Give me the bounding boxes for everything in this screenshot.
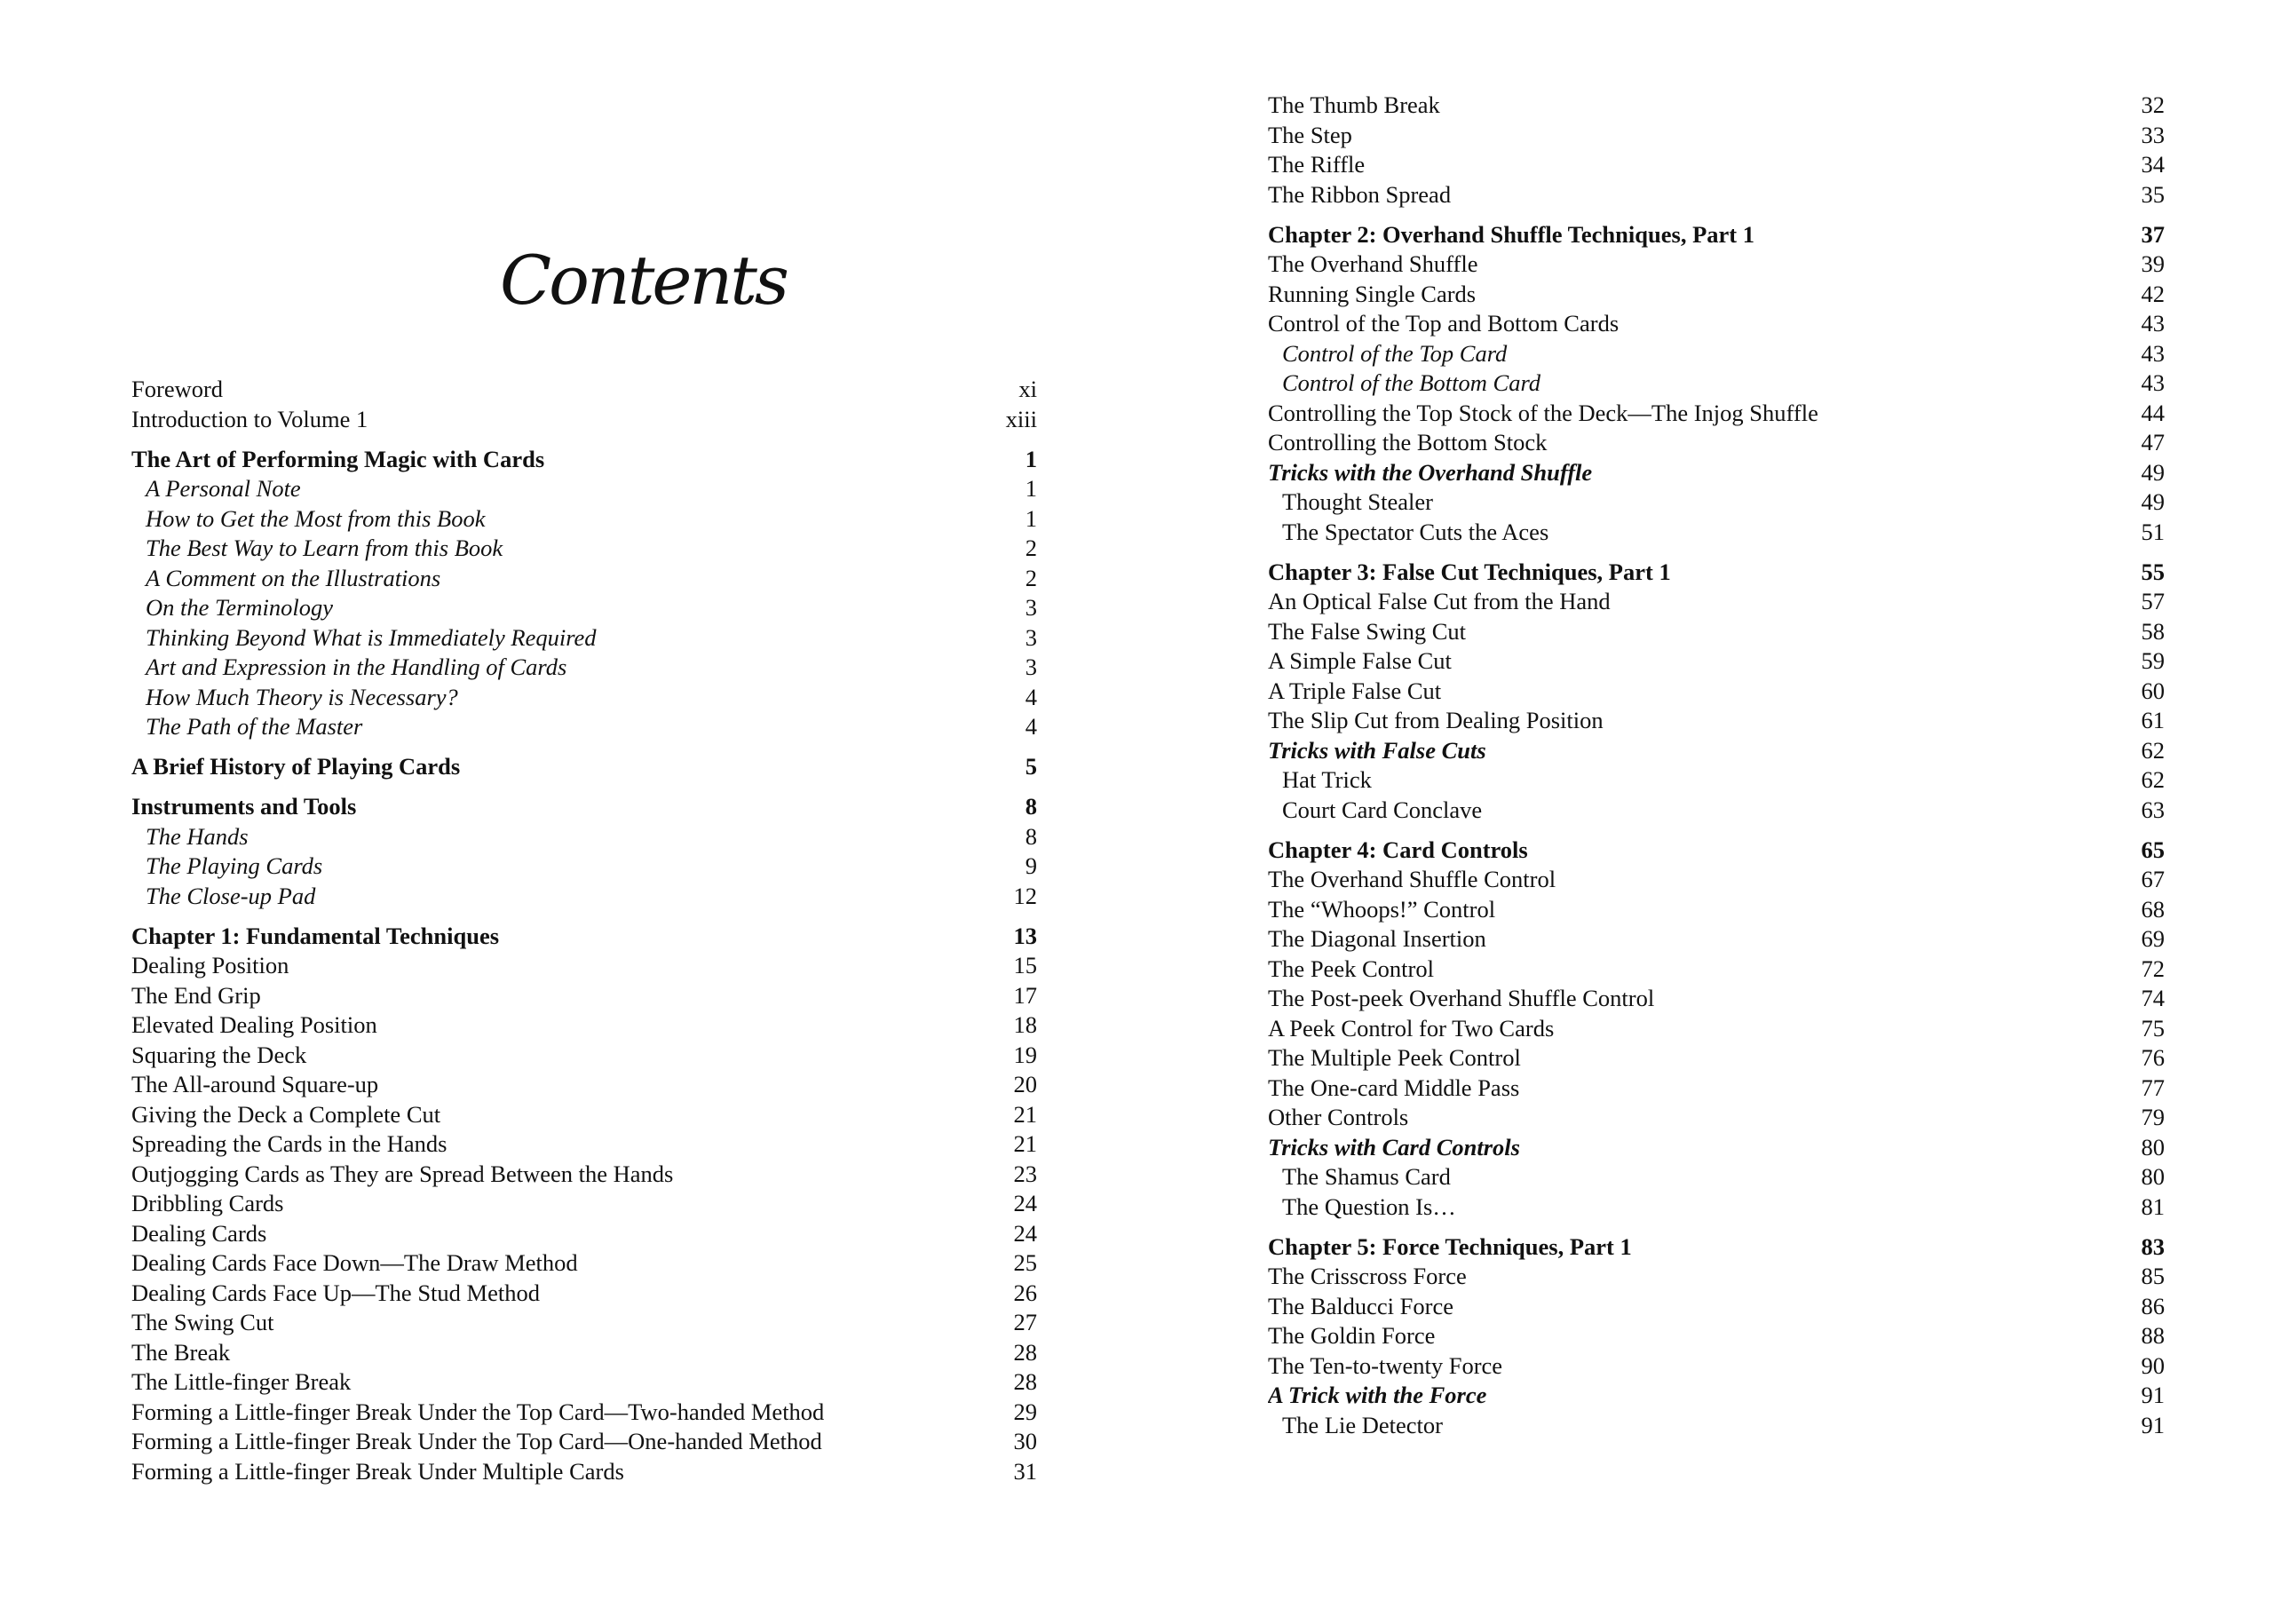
toc-entry-title: Chapter 2: Overhand Shuffle Techniques, Part 1 xyxy=(1268,220,1754,248)
toc-entry-page-number: 8 xyxy=(1025,793,1037,820)
toc-entry-title: The Overhand Shuffle xyxy=(1268,250,1478,277)
toc-subentry[interactable] xyxy=(1268,487,2165,518)
toc-entry-title: Thinking Beyond What is Immediately Required xyxy=(146,623,597,651)
toc-entry[interactable] xyxy=(131,1367,1037,1398)
toc-entry-page-number: 26 xyxy=(1013,1279,1037,1306)
toc-entry-title: The Hands xyxy=(146,822,249,850)
toc-entry-title: Art and Expression in the Handling of Cards xyxy=(146,654,567,680)
toc-entry-page-number: 19 xyxy=(1013,1041,1037,1068)
toc-entry-page-number: 44 xyxy=(2141,399,2165,426)
toc-entry-title: The Ribbon Spread xyxy=(1268,180,1452,208)
toc-entry[interactable] xyxy=(1268,706,2165,736)
toc-entry-title: Foreword xyxy=(131,376,224,402)
toc-entry-title: The False Swing Cut xyxy=(1268,617,1467,645)
toc-entry[interactable] xyxy=(131,1010,1037,1041)
toc-entry-title: The Step xyxy=(1268,121,1352,148)
toc-entry-title: Hat Trick xyxy=(1282,766,1372,793)
toc-entry-title: Forming a Little-finger Break Under the Top Card—Two-handed Method xyxy=(131,1398,825,1425)
toc-entry-page-number: 31 xyxy=(1013,1457,1037,1485)
toc-entry-page-number: 60 xyxy=(2141,677,2165,704)
right-page xyxy=(1268,0,2165,1624)
toc-entry-title: The Goldin Force xyxy=(1268,1322,1436,1349)
toc-entry-page-number: 62 xyxy=(2141,736,2165,764)
toc-heading[interactable] xyxy=(131,752,1037,782)
toc-entry-page-number: 62 xyxy=(2141,766,2165,793)
toc-heading[interactable] xyxy=(1268,836,2165,866)
toc-entry-title: The Thumb Break xyxy=(1268,91,1440,118)
toc-entry-title: Controlling the Top Stock of the Deck—The Injog Shuffle xyxy=(1268,399,1818,426)
toc-entry[interactable] xyxy=(1268,895,2165,925)
toc-subentry[interactable] xyxy=(131,474,1037,504)
toc-entry-page-number: 77 xyxy=(2141,1073,2165,1101)
toc-entry-page-number: xi xyxy=(1018,376,1037,402)
toc-entry-title: How Much Theory is Necessary? xyxy=(146,683,458,710)
toc-entry-title: The Slip Cut from Dealing Position xyxy=(1268,707,1604,733)
toc-entry-page-number: 79 xyxy=(2141,1104,2165,1130)
toc-entry-title: Forming a Little-finger Break Under the Top Card—One-handed Method xyxy=(131,1428,822,1454)
toc-entry-page-number: 35 xyxy=(2141,180,2165,208)
toc-entry-title: The Path of the Master xyxy=(146,713,363,740)
toc-entry[interactable] xyxy=(131,1219,1037,1249)
toc-entry-title: Dealing Cards Face Down—The Draw Method xyxy=(131,1249,578,1276)
toc-entry[interactable] xyxy=(1268,250,2165,280)
toc-entry-page-number: 1 xyxy=(1025,475,1037,502)
toc-entry-page-number: 39 xyxy=(2141,250,2165,277)
toc-entry-page-number: xiii xyxy=(1005,405,1037,432)
toc-entry-title: Dealing Position xyxy=(131,952,289,978)
toc-entry[interactable] xyxy=(131,1457,1037,1487)
toc-entry-page-number: 13 xyxy=(1013,922,1037,949)
toc-entry-title: An Optical False Cut from the Hand xyxy=(1268,588,1611,614)
toc-entry[interactable] xyxy=(131,1248,1037,1279)
toc-entry-title: The All-around Square-up xyxy=(131,1071,379,1097)
toc-entry[interactable] xyxy=(1268,180,2165,210)
toc-entry[interactable] xyxy=(1268,428,2165,458)
toc-entry-title: Instruments and Tools xyxy=(131,793,357,820)
toc-entry-page-number: 27 xyxy=(1013,1309,1037,1335)
toc-entry-page-number: 29 xyxy=(1013,1398,1037,1425)
toc-entry-page-number: 90 xyxy=(2141,1351,2165,1379)
toc-entry[interactable] xyxy=(131,1398,1037,1428)
toc-entry-title: The Multiple Peek Control xyxy=(1268,1044,1521,1071)
toc-entry-title: The One-card Middle Pass xyxy=(1268,1073,1520,1101)
toc-list-right xyxy=(1268,91,2165,1440)
toc-entry-page-number: 18 xyxy=(1013,1011,1037,1038)
toc-entry[interactable] xyxy=(1268,150,2165,180)
toc-entry[interactable] xyxy=(131,1427,1037,1457)
toc-entry-title: The Balducci Force xyxy=(1268,1292,1453,1319)
toc-entry-title: Dribbling Cards xyxy=(131,1190,284,1216)
toc-entry[interactable] xyxy=(131,1338,1037,1368)
toc-entry-title: Control of the Bottom Card xyxy=(1282,369,1541,396)
toc-entry[interactable] xyxy=(1268,646,2165,677)
toc-entry-page-number: 67 xyxy=(2141,866,2165,892)
toc-entry-page-number: 81 xyxy=(2141,1192,2165,1220)
toc-heading[interactable] xyxy=(1268,220,2165,250)
toc-subentry[interactable] xyxy=(131,712,1037,742)
toc-entry-title: The Art of Performing Magic with Cards xyxy=(131,445,545,472)
toc-subentry[interactable] xyxy=(131,852,1037,882)
toc-entry-title: The Question Is… xyxy=(1282,1192,1456,1220)
toc-entry-page-number: 72 xyxy=(2141,955,2165,982)
toc-entry-title: The Break xyxy=(131,1338,231,1366)
toc-entry-page-number: 2 xyxy=(1025,535,1037,561)
toc-entry-page-number: 4 xyxy=(1025,713,1037,740)
toc-entry-page-number: 5 xyxy=(1025,753,1037,780)
toc-entry-title: Squaring the Deck xyxy=(131,1041,307,1068)
toc-entry-page-number: 47 xyxy=(2141,429,2165,456)
toc-subentry[interactable] xyxy=(1268,368,2165,399)
toc-entry-title: The Lie Detector xyxy=(1282,1411,1443,1438)
toc-entry-page-number: 2 xyxy=(1025,564,1037,591)
toc-subentry[interactable] xyxy=(131,882,1037,912)
toc-entry-page-number: 65 xyxy=(2141,836,2165,863)
toc-entry-page-number: 85 xyxy=(2141,1263,2165,1289)
toc-entry-title: A Comment on the Illustrations xyxy=(146,564,441,591)
toc-entry-page-number: 8 xyxy=(1025,822,1037,850)
toc-subentry[interactable] xyxy=(1268,796,2165,826)
toc-entry-title: Spreading the Cards in the Hands xyxy=(131,1130,447,1157)
toc-entry-page-number: 57 xyxy=(2141,588,2165,614)
toc-entry-page-number: 43 xyxy=(2141,369,2165,396)
toc-entry-page-number: 55 xyxy=(2141,558,2165,585)
toc-subentry[interactable] xyxy=(1268,1411,2165,1441)
toc-entry-title: A Triple False Cut xyxy=(1268,677,1442,704)
toc-tricks-heading[interactable] xyxy=(1268,1133,2165,1163)
toc-subentry[interactable] xyxy=(131,504,1037,535)
left-page xyxy=(131,0,1037,1624)
toc-heading[interactable] xyxy=(1268,1232,2165,1263)
toc-entry-page-number: 58 xyxy=(2141,617,2165,645)
toc-entry[interactable] xyxy=(131,1070,1037,1100)
toc-entry-page-number: 3 xyxy=(1025,623,1037,651)
toc-entry-title: A Peek Control for Two Cards xyxy=(1268,1014,1555,1042)
toc-subentry[interactable] xyxy=(131,534,1037,564)
toc-entry-page-number: 37 xyxy=(2141,220,2165,248)
toc-entry-title: Chapter 3: False Cut Techniques, Part 1 xyxy=(1268,558,1671,585)
toc-entry-title: Dealing Cards Face Up—The Stud Method xyxy=(131,1279,540,1306)
toc-tricks-heading[interactable] xyxy=(1268,1381,2165,1411)
toc-entry-title: The Playing Cards xyxy=(146,852,323,879)
toc-entry-title: Tricks with the Overhand Shuffle xyxy=(1268,458,1593,486)
toc-tricks-heading[interactable] xyxy=(1268,736,2165,766)
toc-entry[interactable] xyxy=(1268,1351,2165,1382)
toc-entry-title: Elevated Dealing Position xyxy=(131,1011,377,1038)
toc-entry[interactable] xyxy=(131,1189,1037,1219)
toc-entry-page-number: 69 xyxy=(2141,925,2165,952)
toc-entry-page-number: 83 xyxy=(2141,1232,2165,1260)
toc-entry[interactable] xyxy=(1268,1103,2165,1133)
toc-entry-page-number: 80 xyxy=(2141,1133,2165,1161)
toc-entry[interactable] xyxy=(131,375,1037,405)
toc-entry[interactable] xyxy=(1268,1262,2165,1292)
toc-entry-title: Control of the Top Card xyxy=(1282,339,1508,367)
toc-entry[interactable] xyxy=(1268,617,2165,647)
toc-entry-title: Giving the Deck a Complete Cut xyxy=(131,1100,441,1128)
toc-entry-title: Forming a Little-finger Break Under Multiple Cards xyxy=(131,1457,624,1485)
toc-subentry[interactable] xyxy=(1268,339,2165,369)
toc-entry-page-number: 86 xyxy=(2141,1292,2165,1319)
toc-entry-title: The Post-peek Overhand Shuffle Control xyxy=(1268,985,1655,1011)
toc-entry-page-number: 91 xyxy=(2141,1411,2165,1438)
toc-entry-title: The Best Way to Learn from this Book xyxy=(146,535,503,561)
toc-entry[interactable] xyxy=(1268,865,2165,895)
toc-entry[interactable] xyxy=(131,1279,1037,1309)
toc-entry-page-number: 51 xyxy=(2141,518,2165,545)
toc-entry[interactable] xyxy=(1268,1292,2165,1322)
toc-entry-page-number: 80 xyxy=(2141,1163,2165,1190)
toc-entry-page-number: 32 xyxy=(2141,91,2165,118)
toc-entry-title: Tricks with Card Controls xyxy=(1268,1133,1520,1161)
toc-entry[interactable] xyxy=(1268,121,2165,151)
toc-entry[interactable] xyxy=(1268,280,2165,310)
toc-entry-title: Court Card Conclave xyxy=(1282,796,1483,823)
toc-entry-title: On the Terminology xyxy=(146,594,334,621)
toc-entry[interactable] xyxy=(1268,984,2165,1014)
toc-entry-page-number: 1 xyxy=(1025,504,1037,532)
toc-entry-page-number: 30 xyxy=(1013,1428,1037,1454)
toc-subentry[interactable] xyxy=(1268,518,2165,548)
toc-entry-title: Outjogging Cards as They are Spread Between the Hands xyxy=(131,1160,674,1187)
toc-entry[interactable] xyxy=(1268,1014,2165,1044)
toc-entry[interactable] xyxy=(1268,677,2165,707)
toc-entry[interactable] xyxy=(131,981,1037,1011)
toc-entry-title: Control of the Top and Bottom Cards xyxy=(1268,310,1620,337)
toc-entry-page-number: 88 xyxy=(2141,1322,2165,1349)
toc-entry[interactable] xyxy=(1268,955,2165,985)
toc-entry-page-number: 49 xyxy=(2141,458,2165,486)
toc-entry-page-number: 91 xyxy=(2141,1382,2165,1408)
toc-entry-page-number: 17 xyxy=(1013,981,1037,1009)
toc-entry[interactable] xyxy=(1268,924,2165,955)
toc-entry-title: The “Whoops!” Control xyxy=(1268,895,1496,923)
toc-entry-title: The Spectator Cuts the Aces xyxy=(1282,518,1549,545)
toc-subentry[interactable] xyxy=(1268,1162,2165,1192)
toc-entry[interactable] xyxy=(131,1308,1037,1338)
toc-entry-title: The Diagonal Insertion xyxy=(1268,925,1486,952)
toc-entry-title: The Close-up Pad xyxy=(146,882,316,909)
toc-heading[interactable] xyxy=(1268,558,2165,588)
toc-entry-title: The Riffle xyxy=(1268,151,1366,178)
toc-entry-page-number: 21 xyxy=(1013,1100,1037,1128)
toc-entry[interactable] xyxy=(131,951,1037,981)
toc-entry[interactable] xyxy=(1268,1321,2165,1351)
toc-subentry[interactable] xyxy=(1268,765,2165,796)
toc-entry-title: The Crisscross Force xyxy=(1268,1263,1467,1289)
toc-entry-page-number: 24 xyxy=(1013,1190,1037,1216)
toc-entry[interactable] xyxy=(131,405,1037,435)
toc-entry-page-number: 15 xyxy=(1013,952,1037,978)
toc-entry-page-number: 76 xyxy=(2141,1044,2165,1071)
toc-subentry[interactable] xyxy=(131,822,1037,852)
toc-entry-title: Controlling the Bottom Stock xyxy=(1268,429,1548,456)
toc-entry[interactable] xyxy=(1268,91,2165,121)
toc-entry-title: Chapter 5: Force Techniques, Part 1 xyxy=(1268,1232,1632,1260)
toc-entry-title: The Shamus Card xyxy=(1282,1163,1451,1190)
toc-entry-page-number: 59 xyxy=(2141,647,2165,674)
toc-entry-page-number: 23 xyxy=(1013,1160,1037,1187)
toc-entry-page-number: 28 xyxy=(1013,1338,1037,1366)
toc-entry-title: A Simple False Cut xyxy=(1268,647,1452,674)
toc-entry-page-number: 42 xyxy=(2141,280,2165,307)
toc-entry-title: Other Controls xyxy=(1268,1104,1409,1130)
toc-entry-title: The Peek Control xyxy=(1268,955,1434,982)
toc-entry-page-number: 43 xyxy=(2141,339,2165,367)
toc-entry[interactable] xyxy=(131,1100,1037,1130)
toc-entry-page-number: 3 xyxy=(1025,654,1037,680)
toc-entry-title: A Brief History of Playing Cards xyxy=(131,753,461,780)
toc-entry-page-number: 68 xyxy=(2141,895,2165,923)
toc-entry-page-number: 34 xyxy=(2141,151,2165,178)
toc-entry-page-number: 24 xyxy=(1013,1219,1037,1247)
toc-subentry[interactable] xyxy=(131,564,1037,594)
toc-entry[interactable] xyxy=(131,1129,1037,1160)
toc-entry-page-number: 63 xyxy=(2141,796,2165,823)
toc-entry-title: The Overhand Shuffle Control xyxy=(1268,866,1556,892)
toc-subentry[interactable] xyxy=(131,683,1037,713)
toc-entry-page-number: 74 xyxy=(2141,985,2165,1011)
toc-subentry[interactable] xyxy=(131,593,1037,623)
toc-entry-title: Chapter 1: Fundamental Techniques xyxy=(131,922,500,949)
toc-entry-page-number: 28 xyxy=(1013,1368,1037,1395)
toc-entry-page-number: 33 xyxy=(2141,121,2165,148)
toc-entry-title: Tricks with False Cuts xyxy=(1268,736,1486,764)
toc-entry[interactable] xyxy=(1268,309,2165,339)
toc-subentry[interactable] xyxy=(1268,1192,2165,1223)
toc-entry-page-number: 61 xyxy=(2141,707,2165,733)
toc-entry[interactable] xyxy=(1268,587,2165,617)
toc-entry-title: Thought Stealer xyxy=(1282,488,1433,515)
toc-entry-page-number: 9 xyxy=(1025,852,1037,879)
toc-entry-title: The Swing Cut xyxy=(131,1309,274,1335)
toc-list-left xyxy=(131,375,1037,1486)
toc-heading[interactable] xyxy=(131,792,1037,822)
toc-entry-title: A Personal Note xyxy=(146,475,301,502)
toc-heading[interactable] xyxy=(131,445,1037,475)
toc-entry-title: Running Single Cards xyxy=(1268,280,1477,307)
toc-entry[interactable] xyxy=(1268,1043,2165,1073)
toc-entry-page-number: 43 xyxy=(2141,310,2165,337)
toc-subentry[interactable] xyxy=(131,653,1037,683)
toc-heading[interactable] xyxy=(131,922,1037,952)
toc-entry[interactable] xyxy=(131,1160,1037,1190)
toc-entry[interactable] xyxy=(1268,1073,2165,1104)
toc-entry-page-number: 75 xyxy=(2141,1014,2165,1042)
toc-entry-title: A Trick with the Force xyxy=(1268,1382,1487,1408)
toc-entry[interactable] xyxy=(1268,399,2165,429)
toc-entry-page-number: 1 xyxy=(1025,445,1037,472)
toc-entry[interactable] xyxy=(131,1041,1037,1071)
toc-entry-title: Dealing Cards xyxy=(131,1219,267,1247)
toc-entry-page-number: 21 xyxy=(1013,1130,1037,1157)
toc-entry-title: The End Grip xyxy=(131,981,261,1009)
toc-entry-title: The Ten-to-twenty Force xyxy=(1268,1351,1503,1379)
toc-entry-title: The Little-finger Break xyxy=(131,1368,352,1395)
toc-entry-page-number: 25 xyxy=(1013,1249,1037,1276)
page-title: Contents xyxy=(500,241,787,320)
toc-subentry[interactable] xyxy=(131,623,1037,654)
toc-entry-title: Introduction to Volume 1 xyxy=(131,405,368,432)
toc-entry-page-number: 4 xyxy=(1025,683,1037,710)
toc-entry-page-number: 49 xyxy=(2141,488,2165,515)
toc-entry-page-number: 3 xyxy=(1025,594,1037,621)
toc-entry-page-number: 20 xyxy=(1013,1071,1037,1097)
toc-entry-title: How to Get the Most from this Book xyxy=(146,504,486,532)
toc-entry-title: Chapter 4: Card Controls xyxy=(1268,836,1528,863)
toc-tricks-heading[interactable] xyxy=(1268,458,2165,488)
toc-entry-page-number: 12 xyxy=(1013,882,1037,909)
